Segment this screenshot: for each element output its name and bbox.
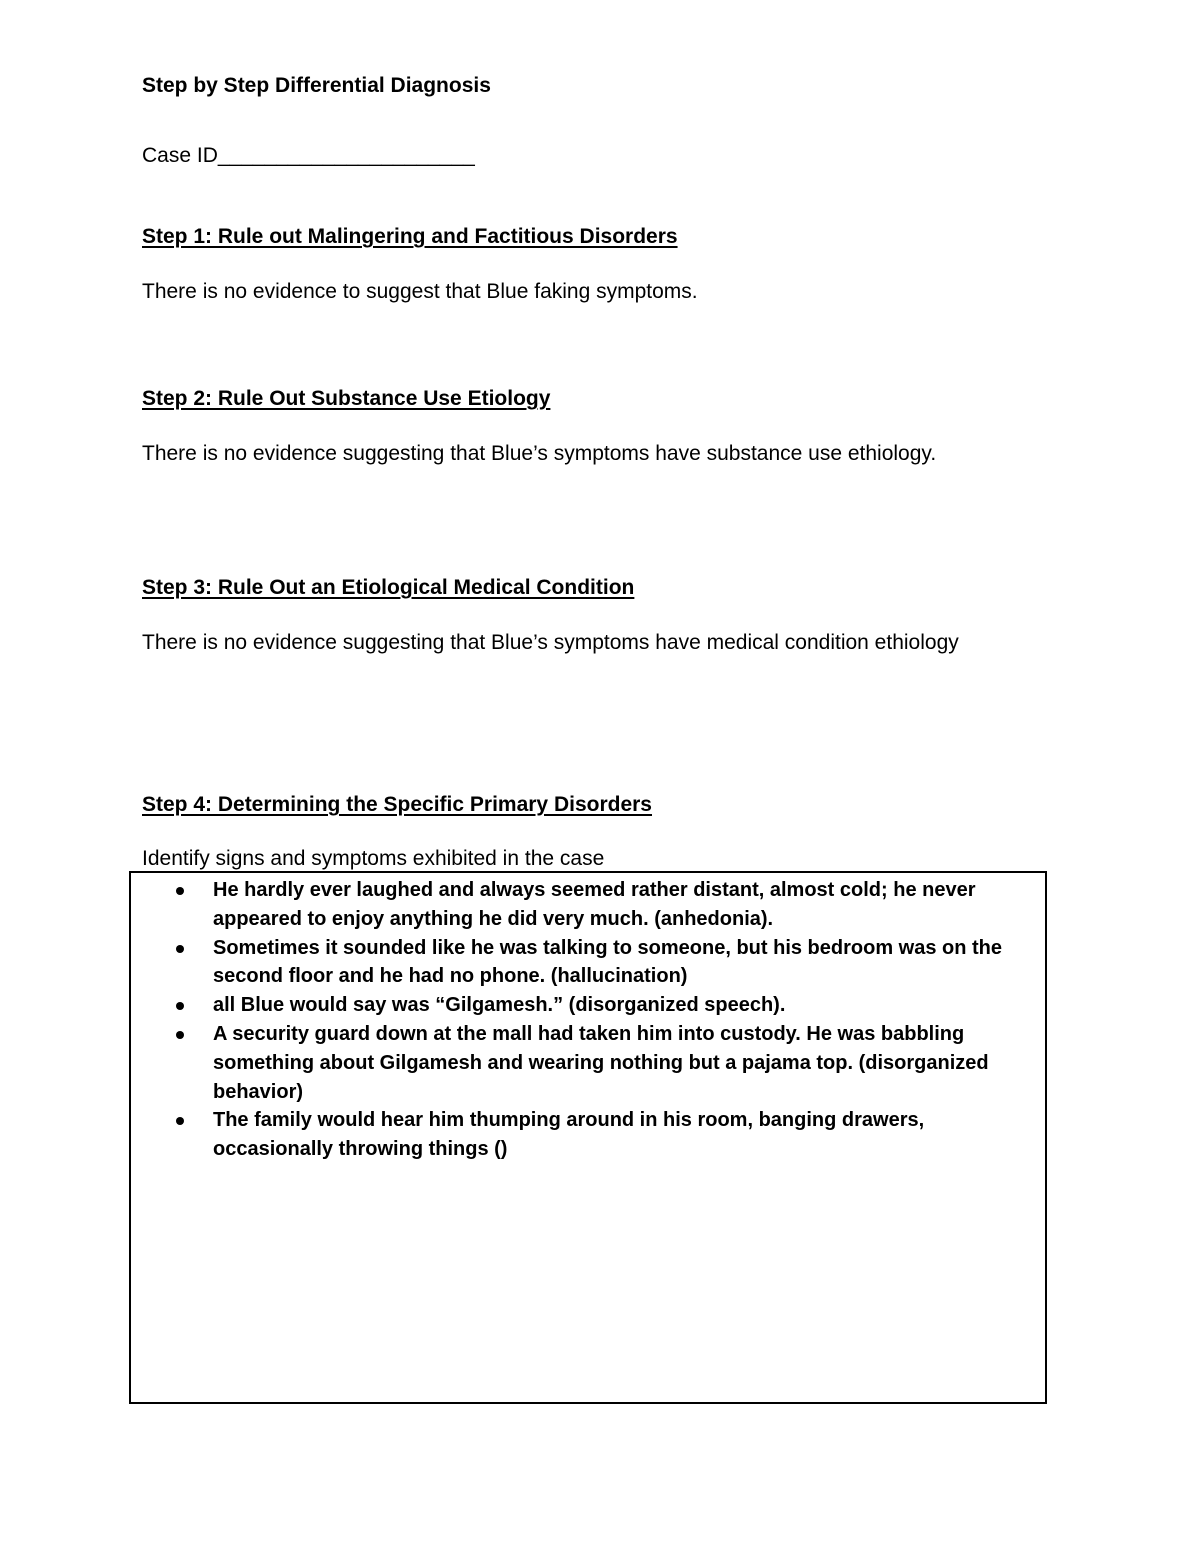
step-3-text: There is no evidence suggesting that Blue’s symptoms have medical condition ethiology — [142, 631, 959, 654]
symptom-item-hallucination — [131, 934, 1045, 992]
bullet-icon — [176, 1002, 184, 1010]
step-4-heading: Step 4: Determining the Specific Primary Disorders — [142, 793, 652, 816]
symptoms-list — [131, 876, 1045, 1164]
step-3-heading: Step 3: Rule Out an Etiological Medical Condition — [142, 576, 635, 599]
case-id-label: Case ID — [142, 144, 218, 167]
symptom-item-disorganized-speech — [131, 991, 1045, 1020]
bullet-icon — [176, 887, 184, 895]
step-1-heading: Step 1: Rule out Malingering and Factitious Disorders — [142, 225, 678, 248]
symptom-text: The family would hear him thumping around in his room, banging drawers, occasionally throwing things () — [213, 1109, 925, 1161]
document-title: Step by Step Differential Diagnosis — [142, 74, 491, 97]
symptoms-box — [129, 871, 1047, 1404]
step-2-heading: Step 2: Rule Out Substance Use Etiology — [142, 387, 551, 410]
bullet-icon — [176, 1031, 184, 1039]
step-1-text: There is no evidence to suggest that Blue faking symptoms. — [142, 280, 698, 303]
symptom-text: A security guard down at the mall had taken him into custody. He was babbling something about Gilgamesh and wearing nothing but a pajama top. (disorganized behavior) — [213, 1022, 989, 1103]
case-id-line — [142, 144, 475, 168]
symptom-item-agitation — [131, 1106, 1045, 1164]
case-id-blank: ______________________ — [217, 144, 475, 167]
bullet-icon — [176, 1117, 184, 1125]
step-4-text: Identify signs and symptoms exhibited in the case — [142, 847, 605, 870]
step-2-text: There is no evidence suggesting that Blue’s symptoms have substance use ethiology. — [142, 442, 937, 465]
symptom-text: Sometimes it sounded like he was talking to someone, but his bedroom was on the second floor and he had no phone. (hallucination) — [213, 936, 1003, 988]
symptom-item-anhedonia — [131, 876, 1045, 934]
symptom-item-disorganized-behavior — [131, 1020, 1045, 1106]
bullet-icon — [176, 945, 184, 953]
symptom-text: He hardly ever laughed and always seemed rather distant, almost cold; he never appeared to enjoy anything he did very much. (anhedonia). — [213, 879, 976, 930]
symptom-text: all Blue would say was “Gilgamesh.” (disorganized speech). — [213, 994, 786, 1017]
